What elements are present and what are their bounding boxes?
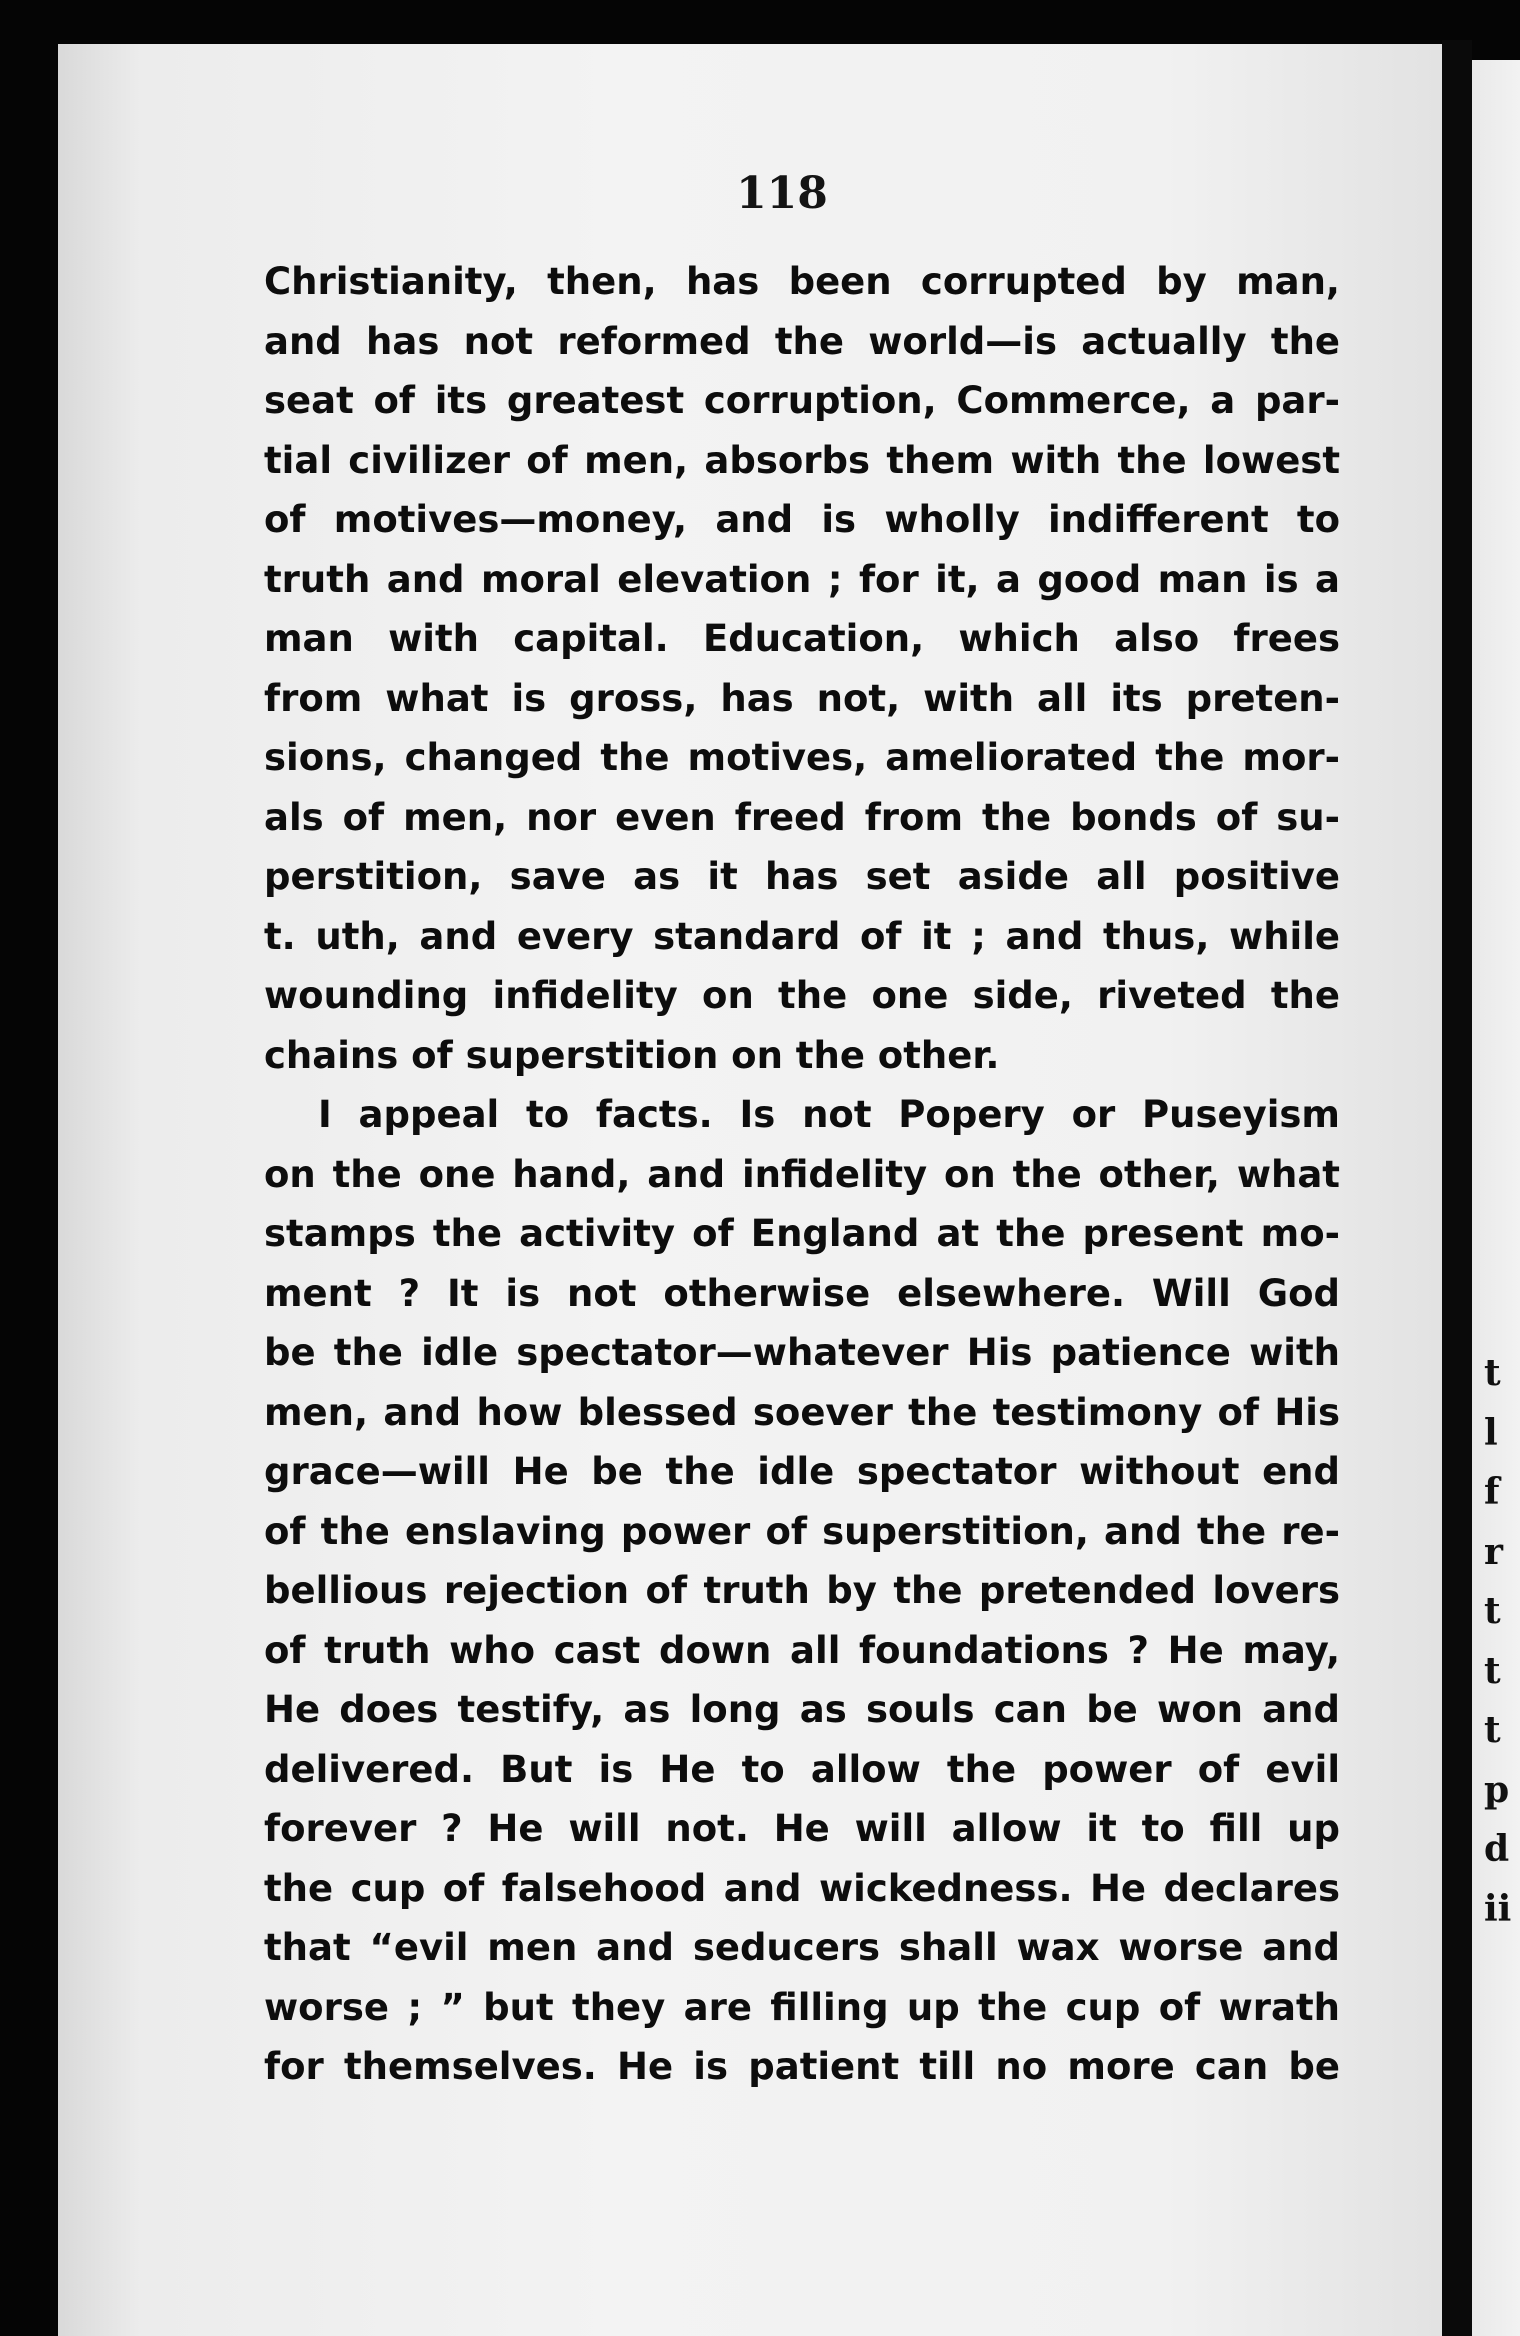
text-line: I appeal to facts. Is not Popery or Puseyism — [318, 1093, 1340, 1136]
edge-letter: t — [1484, 1352, 1501, 1394]
text-line: forever ? He will not. He will allow it to fill up — [264, 1807, 1340, 1850]
text-line: of the enslaving power of superstition, and the re- — [264, 1509, 1340, 1553]
text-line: ment ? It is not otherwise elsewhere. Will God — [264, 1271, 1340, 1315]
edge-letter: d — [1484, 1828, 1510, 1870]
text-line: on the one hand, and infidelity on the other, what — [264, 1152, 1340, 1196]
page-gutter — [1442, 40, 1472, 2336]
text-line: that “evil men and seducers shall wax worse and — [264, 1926, 1340, 1969]
edge-letter: p — [1484, 1768, 1510, 1811]
text-line: seat of its greatest corruption, Commerce, a par- — [264, 379, 1340, 422]
paragraph-1 — [264, 252, 1340, 1085]
body-text — [264, 252, 1340, 2097]
page-number: 118 — [736, 168, 828, 219]
edge-letter: t — [1484, 1590, 1501, 1632]
paragraph-2 — [264, 1085, 1340, 2097]
text-line: from what is gross, has not, with all its preten- — [264, 676, 1340, 720]
text-line: be the idle spectator—whatever His patience with — [264, 1331, 1340, 1374]
edge-letter: r — [1484, 1530, 1503, 1573]
text-line: tial civilizer of men, absorbs them with the lowest — [264, 438, 1340, 482]
text-line: He does testify, as long as souls can be won and — [264, 1688, 1340, 1731]
text-line: man with capital. Education, which also frees — [264, 617, 1340, 660]
text-line: and has not reformed the world—is actually the — [264, 319, 1340, 363]
text-line: truth and moral elevation ; for it, a good man is a — [264, 557, 1340, 601]
text-line: delivered. But is He to allow the power of evil — [264, 1747, 1340, 1791]
adjacent-page-letters — [1484, 1344, 1520, 1939]
text-line: of truth who cast down all foundations ? He may, — [264, 1628, 1340, 1672]
text-line: sions, changed the motives, ameliorated the mor- — [264, 736, 1340, 779]
edge-letter: t — [1484, 1649, 1501, 1692]
text-line: t. uth, and every standard of it ; and thus, while — [264, 914, 1340, 958]
text-line: als of men, nor even freed from the bonds of su- — [264, 795, 1340, 839]
edge-letter: f — [1484, 1471, 1500, 1513]
text-line: wounding infidelity on the one side, riveted the — [264, 974, 1340, 1017]
text-line: worse ; ” but they are filling up the cup of wrath — [264, 1985, 1340, 2029]
text-line: grace—will He be the idle spectator without end — [264, 1450, 1340, 1493]
edge-letter: l — [1484, 1411, 1498, 1454]
edge-letter: ii — [1484, 1887, 1512, 1930]
adjacent-page-edge — [1472, 60, 1520, 2336]
text-line: for themselves. He is patient till no more can be — [264, 2045, 1340, 2088]
text-line: chains of superstition on the other. — [264, 1033, 1000, 1077]
text-line: Christianity, then, has been corrupted by man, — [264, 260, 1340, 303]
text-line: the cup of falsehood and wickedness. He declares — [264, 1866, 1340, 1910]
edge-letter: t — [1484, 1709, 1501, 1751]
text-line: stamps the activity of England at the present mo- — [264, 1212, 1340, 1255]
text-line: of motives—money, and is wholly indifferent to — [264, 498, 1340, 541]
text-line: men, and how blessed soever the testimony of His — [264, 1390, 1340, 1434]
text-line: perstition, save as it has set aside all positive — [264, 855, 1340, 898]
text-line: bellious rejection of truth by the pretended lovers — [264, 1569, 1340, 1612]
